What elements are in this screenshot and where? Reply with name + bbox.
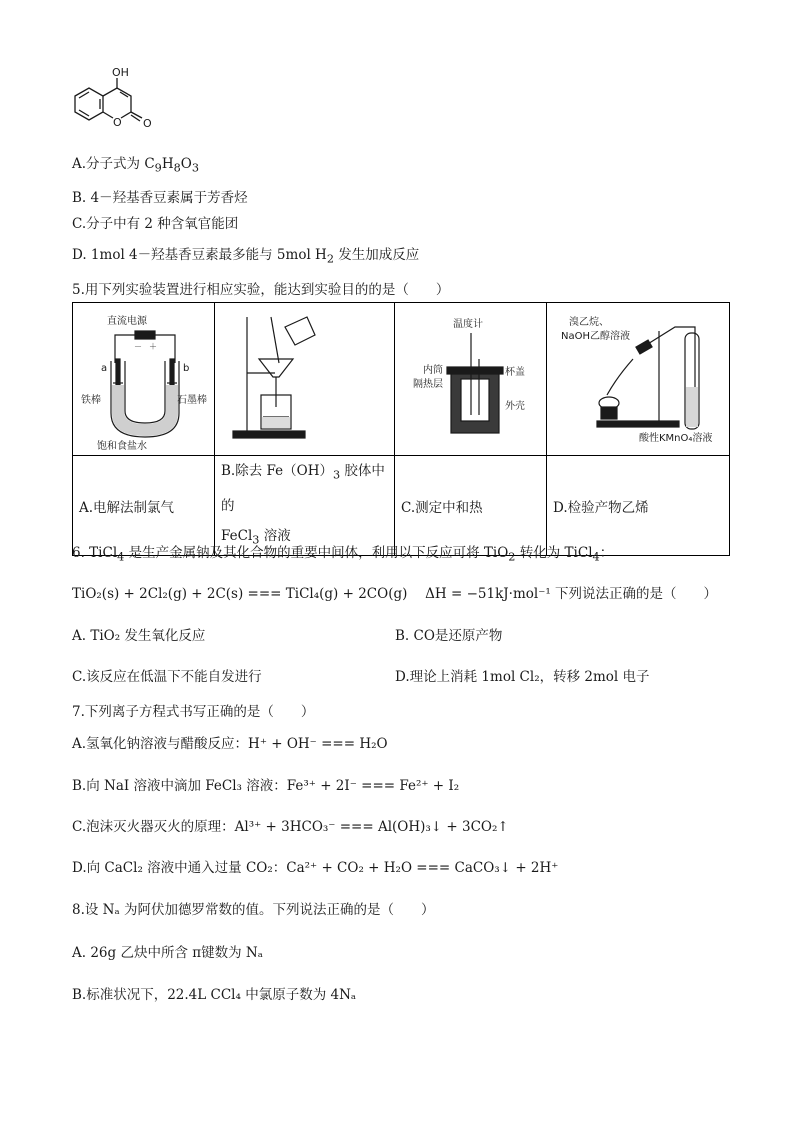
q6-option-c: C.该反应在低温下不能自发进行 bbox=[72, 669, 262, 685]
q5-stem: 5.用下列实验装置进行相应实验，能达到实验目的的是（ ） bbox=[72, 282, 450, 298]
shell-label: 外壳 bbox=[505, 401, 525, 412]
power-label: 直流电源 bbox=[107, 316, 147, 327]
coumarin-structure bbox=[72, 64, 172, 140]
fig-filtration bbox=[215, 303, 395, 456]
q5-option-c: C.测定中和热 bbox=[395, 456, 547, 556]
q4-option-c: C.分子中有 2 种含氧官能团 bbox=[72, 216, 239, 232]
q4-option-b: B. 4－羟基香豆素属于芳香烃 bbox=[72, 190, 248, 206]
insulation-label: 隔热层 bbox=[413, 379, 443, 390]
minus-label: － bbox=[134, 342, 142, 351]
brine-label: 饱和食盐水 bbox=[97, 441, 147, 451]
q7-stem: 7.下列离子方程式书写正确的是（ ） bbox=[72, 704, 315, 720]
q7-option-d: D.向 CaCl₂ 溶液中通入过量 CO₂：Ca²⁺ + CO₂ + H₂O === CaCO₃↓ + 2H⁺ bbox=[72, 860, 559, 876]
q7-option-b: B.向 NaI 溶液中滴加 FeCl₃ 溶液：Fe³⁺ + 2I⁻ === Fe²⁺ + I₂ bbox=[72, 778, 460, 794]
q5-option-a: A.电解法制氯气 bbox=[73, 456, 215, 556]
lid-label: 杯盖 bbox=[505, 367, 525, 378]
fig-electrolysis bbox=[73, 303, 215, 456]
q8-option-a: A. 26g 乙炔中所含 π键数为 Nₐ bbox=[72, 945, 263, 961]
electrode-b-label: b bbox=[183, 363, 190, 374]
carbonyl-o-label: O bbox=[143, 117, 152, 130]
q5-option-b: B.除去 $Fe(OH)_3$ 胶体中的 FeCl$_3$ 溶液 bbox=[215, 456, 395, 556]
q7-option-a: A.氢氧化钠溶液与醋酸反应：H⁺ + OH⁻ === H₂O bbox=[72, 736, 388, 752]
q6-stem: 6. TiCl$_4$ 是生产金属钠及其化合物的重要中间体，利用以下反应可将 TiO$_2$ 转化为 TiCl$_4$： bbox=[72, 545, 614, 564]
fig-calorimeter bbox=[395, 303, 547, 456]
q5-option-d: D.检验产物乙烯 bbox=[547, 456, 730, 556]
kmno4-label: 酸性KMnO₄溶液 bbox=[639, 433, 713, 444]
reagent2-label: NaOH乙醇溶液 bbox=[561, 331, 630, 342]
q6-option-b: B. CO是还原产物 bbox=[395, 628, 503, 644]
q6-equation: TiO₂(s) + 2Cl₂(g) + 2C(s) === TiCl₄(g) + 2CO(g) ΔH = −51kJ·mol⁻¹ 下列说法正确的是（ ） bbox=[72, 586, 718, 602]
q4-option-d: D. 1mol 4－羟基香豆素最多能与 5mol $H_2$ 发生加成反应 bbox=[72, 247, 420, 266]
fig-ethylene-test bbox=[547, 303, 730, 456]
q8-option-b: B.标准状况下，22.4L CCl₄ 中氯原子数为 4Nₐ bbox=[72, 987, 357, 1003]
q4-option-a: A.分子式为 $C_9H_8O_3$ bbox=[72, 156, 200, 175]
q6-option-a: A. TiO₂ 发生氧化反应 bbox=[72, 628, 206, 644]
graphite-rod-label: 石墨棒 bbox=[177, 395, 207, 406]
q5-apparatus-table bbox=[72, 302, 730, 556]
electrode-a-label: a bbox=[101, 363, 108, 374]
q7-option-c: C.泡沫灭火器灭火的原理：Al³⁺ + 3HCO₃⁻ === Al(OH)₃↓ + 3CO₂↑ bbox=[72, 819, 509, 835]
q8-stem: 8.设 Nₐ 为阿伏加德罗常数的值。下列说法正确的是（ ） bbox=[72, 902, 435, 918]
oh-label: OH bbox=[112, 66, 129, 79]
inner-cup-label: 内筒 bbox=[423, 365, 443, 376]
iron-rod-label: 铁棒 bbox=[81, 395, 101, 406]
plus-label: ＋ bbox=[149, 342, 157, 351]
reagent1-label: 溴乙烷、 bbox=[569, 317, 609, 328]
q6-option-d: D.理论上消耗 1mol Cl₂，转移 2mol 电子 bbox=[395, 669, 650, 685]
thermometer-label: 温度计 bbox=[453, 319, 483, 330]
ring-o-label: O bbox=[113, 116, 122, 129]
